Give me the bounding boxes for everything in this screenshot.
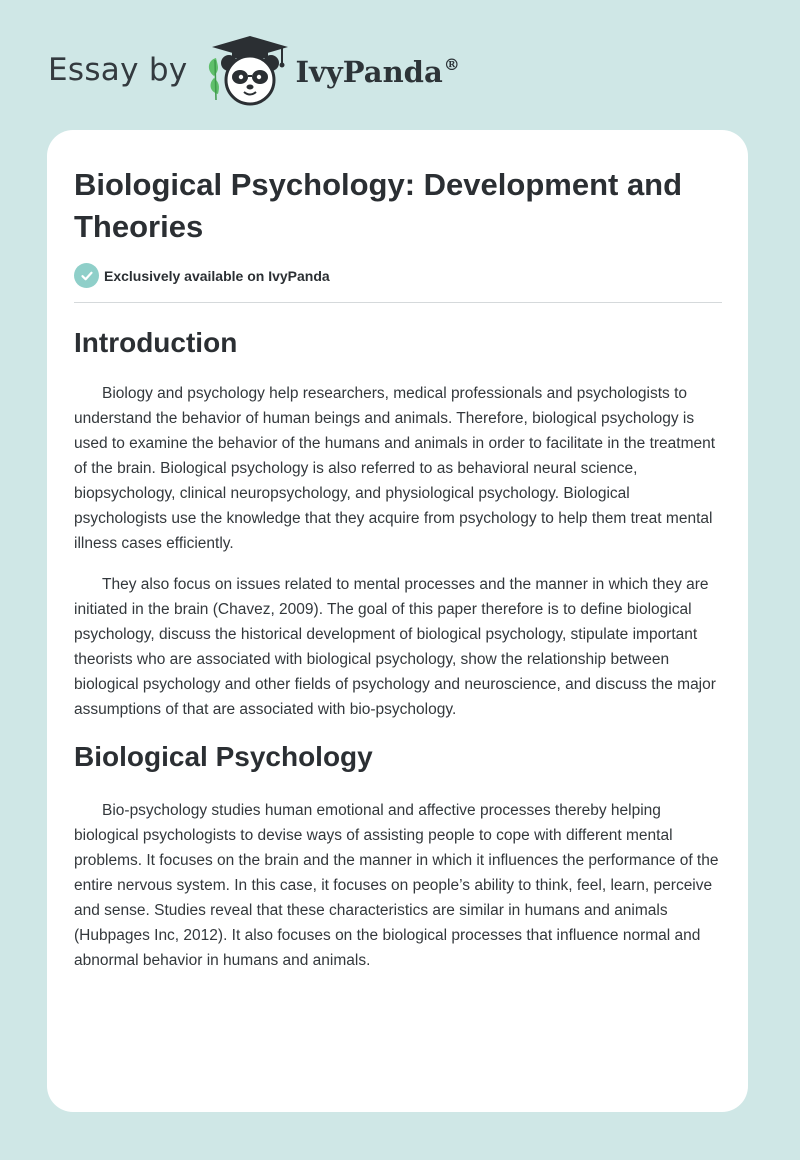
paragraph: Biology and psychology help researchers, medical professionals and psychologists to understand the behavior of human beings and animals. Therefore, biological psychology is used to examine the behavior of the humans and animals in order to facilitate in the treatment of the brain. Biological psychology is also referred to as behavioral neural science, biopsychology, clinical neuropsychology, and physiological psychology. Biological psychologists use the knowledge that they acquire from psychology to help them treat mental illness cases efficiently. [74, 385, 716, 552]
divider [74, 302, 722, 303]
section-heading-introduction: Introduction [74, 327, 238, 358]
section-heading-biological-psychology: Biological Psychology [74, 741, 373, 772]
brand-name[interactable]: IvyPanda® [295, 55, 460, 89]
page-title: Biological Psychology: Development and Theories [74, 167, 683, 244]
essay-card [47, 130, 748, 1112]
site-header [48, 30, 460, 110]
exclusive-text: Exclusively available on IvyPanda [104, 267, 330, 284]
paragraph: Bio-psychology studies human emotional and affective processes thereby helping biological psychologists to devise ways of assisting people to cope with different mental problems. It focuses on the brain and the manner in which it influences the performance of the entire nervous system. In this case, it focuses on people’s ability to think, feel, learn, perceive and sense. Studies reveal that these characteristics are similar in humans and animals (Hubpages Inc, 2012). It also focuses on the biological processes that influence normal and abnormal behavior in humans and animals. [74, 802, 719, 969]
paragraph: They also focus on issues related to mental processes and the manner in which they are initiated in the brain (Chavez, 2009). The goal of this paper therefore is to define biological psychology, discuss the historical development of biological psychology, stipulate important theorists who are associated with biological psychology, show the relationship between biological psychology and other fields of psychology and neuroscience, and discuss the major assumptions of that are associated with bio-psychology. [74, 576, 716, 718]
exclusive-badge [74, 263, 330, 288]
panda-graduate-logo-icon[interactable] [202, 30, 292, 110]
check-icon [74, 263, 99, 288]
essay-body [74, 320, 724, 973]
essay-by-label: Essay by [48, 52, 188, 88]
registered-mark: ® [443, 55, 460, 74]
